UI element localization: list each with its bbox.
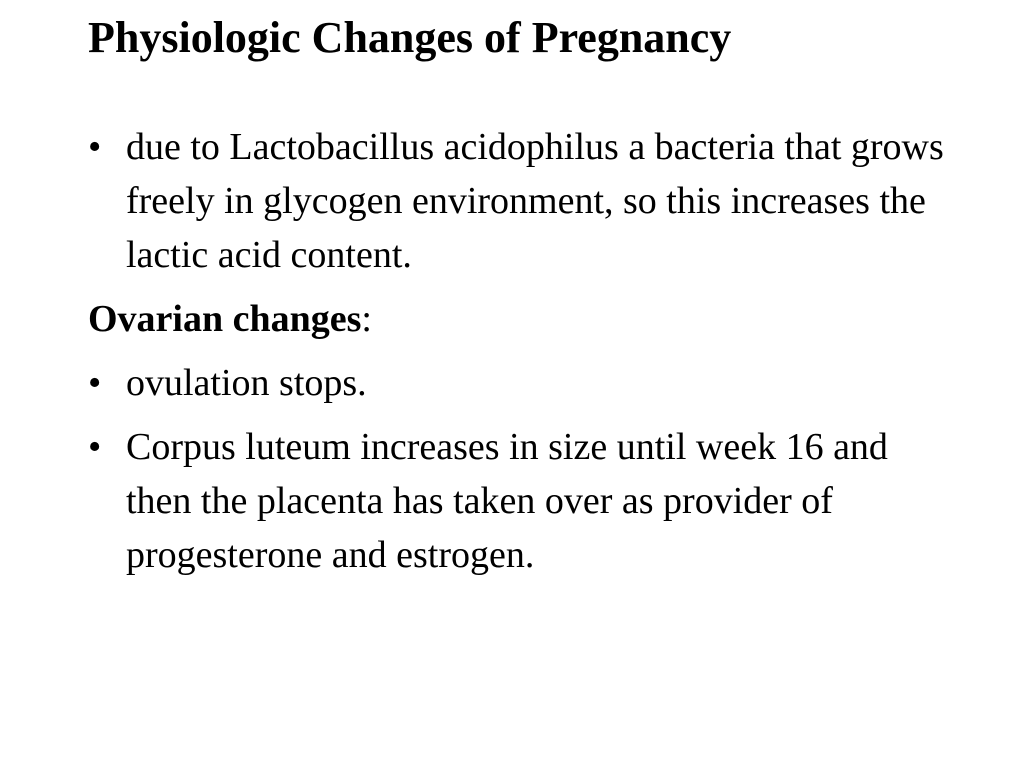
bullet-item-lactobacillus (88, 120, 948, 282)
section-heading-text: Ovarian changes (88, 298, 362, 340)
slide-title: Physiologic Changes of Pregnancy (88, 13, 732, 62)
bullet-point: • (88, 426, 102, 468)
slide-content (88, 120, 948, 592)
section-heading-ovarian-changes (88, 292, 948, 346)
bullet-item-ovulation (88, 356, 948, 410)
bullet-text: ovulation stops. (126, 362, 367, 404)
section-heading-colon: : (361, 298, 372, 340)
bullet-text: due to Lactobacillus acidophilus a bacteria that grows freely in glycogen environment, so this increases the lactic acid content. (126, 126, 944, 276)
bullet-text: Corpus luteum increases in size until week 16 and then the placenta has taken over as provider of progesterone and estrogen. (126, 426, 888, 576)
bullet-point: • (88, 126, 102, 168)
bullet-item-corpus-luteum (88, 420, 948, 582)
bullet-point: • (88, 362, 102, 404)
